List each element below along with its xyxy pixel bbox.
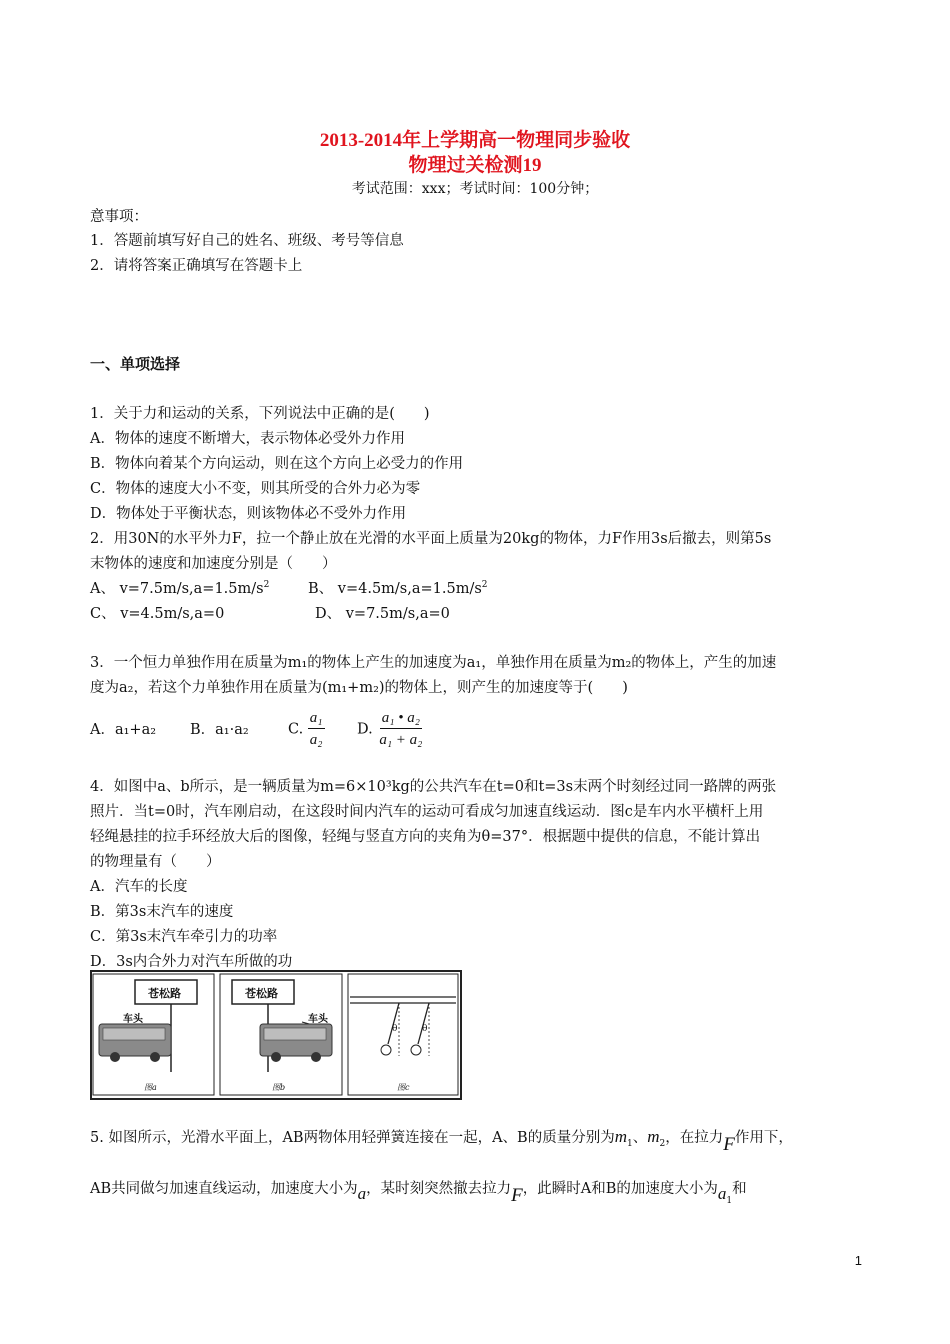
- option-c: C．物体的速度大小不变，则其所受的合外力必为零: [90, 481, 421, 497]
- option-b: B、 $v=4.5m/s,a=1.5m/s^2$: [308, 580, 488, 597]
- bus-front-label: 车头: [123, 1014, 143, 1025]
- option-c: C. $\frac{\text{a₁}}{\text{a₂}}$: [288, 708, 325, 751]
- question-3-stem-cont: 度为a₂，若这个力单独作用在质量为(m₁+m₂)的物体上，则产生的加速度等于( ): [90, 680, 628, 696]
- figure-bus-panels: [90, 970, 462, 1100]
- question-2-stem: 2．用30N的水平外力F，拉一个静止放在光滑的水平面上质量为20kg的物体，力F作用3s后撤去，则第5s: [90, 531, 772, 547]
- figure-caption-b: 图b: [272, 1083, 286, 1092]
- question-1-stem: 1．关于力和运动的关系，下列说法中正确的是( ): [90, 406, 430, 422]
- question-4-stem-cont: 轻绳悬挂的拉手环经放大后的图像，轻绳与竖直方向的夹角为θ=37°．根据题中提供的信息，不能计算出: [90, 829, 761, 845]
- fraction: $\frac{\text{a₁}}{\text{a₂}}$: [309, 710, 323, 748]
- option-b: B．物体向着某个方向运动，则在这个方向上必受力的作用: [90, 456, 464, 472]
- title-line-2: 物理过关检测19: [408, 155, 542, 176]
- angle-label: θ: [422, 1024, 428, 1034]
- question-4-stem-cont: 照片．当t=0时，汽车刚启动，在这段时间内汽车的运动可看成匀加速直线运动．图c是车内水平横杆上用: [90, 804, 764, 820]
- exam-info: 考试范围：xxx；考试时间：100分钟；: [351, 181, 599, 197]
- question-4-stem-cont: 的物理量有（ ）: [90, 854, 221, 870]
- bus-front-label: 车头: [308, 1014, 328, 1025]
- option-d: D. $\frac{\text{a₁ • a₂}}{\text{a₁ + a₂}}$: [357, 708, 424, 751]
- notes-heading: 意事项：: [90, 209, 148, 225]
- option-d: D、 v=7.5m/s,a=0: [315, 606, 450, 622]
- figure-caption-a: 图a: [144, 1083, 157, 1092]
- question-3-stem: 3．一个恒力单独作用在质量为m₁的物体上产生的加速度为a₁，单独作用在质量为m₂的物体上，产生的加速: [90, 655, 777, 671]
- option-a: A．汽车的长度: [90, 879, 188, 895]
- question-2-stem-cont: 末物体的速度和加速度分别是（ ）: [90, 556, 337, 572]
- street-sign-label: 苍松路: [245, 987, 278, 1000]
- figure-caption-c: 图c: [397, 1083, 410, 1092]
- option-a: A．物体的速度不断增大，表示物体必受外力作用: [90, 431, 405, 447]
- street-sign-label: 苍松路: [148, 987, 181, 1000]
- section-heading: 一、单项选择: [90, 355, 181, 373]
- option-d: D．3s内合外力对汽车所做的功: [90, 954, 293, 970]
- angle-label: θ: [392, 1024, 398, 1034]
- question-5-stem: 5. 如图所示，光滑水平面上，AB两物体用轻弹簧连接在一起，A、B的质量分别为$m_1$、$m_2$，在拉力F作用下，: [90, 1127, 793, 1155]
- option-a: A、 $v=7.5m/s,a=1.5m/s^2$: [90, 580, 270, 597]
- option-c: C、 v=4.5m/s,a=0: [90, 606, 225, 622]
- question-4-stem: 4．如图中a、b所示，是一辆质量为m=6×10³kg的公共汽车在t=0和t=3s末两个时刻经过同一路牌的两张: [90, 779, 777, 795]
- option-d: D．物体处于平衡状态，则该物体必不受外力作用: [90, 506, 407, 522]
- title-line-1: 2013-2014年上学期高一物理同步验收: [319, 130, 631, 151]
- note-item: 2．请将答案正确填写在答题卡上: [90, 258, 303, 274]
- question-5-stem-cont: AB共同做匀加速直线运动，加速度大小为a，某时刻突然撤去拉力F，此瞬时A和B的加速度大小为$a_1$和: [90, 1181, 747, 1206]
- page-number: 1: [854, 1253, 862, 1268]
- fraction: $\frac{\text{a₁ • a₂}}{\text{a₁ + a₂}}$: [379, 710, 423, 748]
- option-b: B．第3s末汽车的速度: [90, 904, 234, 920]
- note-item: 1．答题前填写好自己的姓名、班级、考号等信息: [90, 233, 404, 249]
- option-a: A．a₁+a₂: [90, 722, 157, 738]
- option-c: C．第3s末汽车牵引力的功率: [90, 929, 278, 945]
- option-b: B．a₁·a₂: [190, 722, 249, 738]
